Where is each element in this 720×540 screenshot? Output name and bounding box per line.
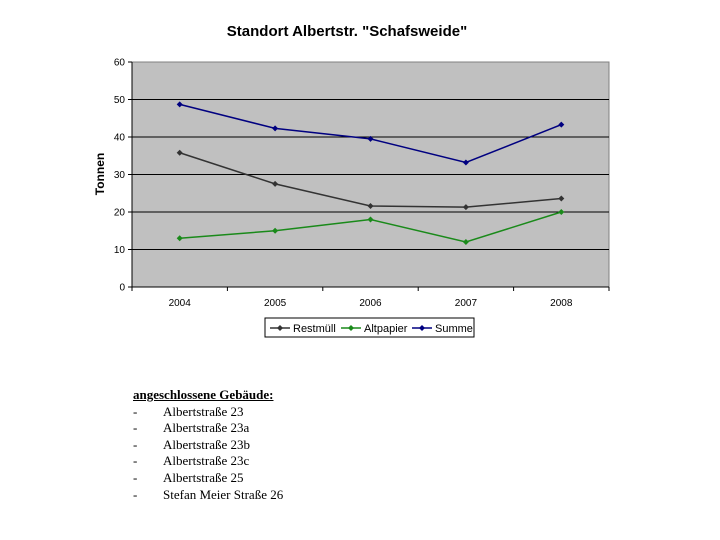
y-tick-label: 30 <box>113 170 125 181</box>
list-bullet: - <box>133 403 138 419</box>
buildings-heading: angeschlossene Gebäude: <box>133 387 274 402</box>
building-name: Albertstraße 23b <box>163 436 251 452</box>
building-item <box>133 453 283 470</box>
list-bullet: - <box>133 420 138 436</box>
building-name: Albertstraße 23a <box>163 420 250 436</box>
chart-title: Standort Albertstr. "Schafsweide" <box>226 23 468 40</box>
buildings-list <box>133 387 283 503</box>
building-item <box>133 404 283 421</box>
y-tick-label: 0 <box>119 282 125 294</box>
building-item <box>133 437 283 454</box>
y-axis-label: Tonnen <box>93 152 107 196</box>
list-bullet: - <box>133 436 138 452</box>
building-name: Albertstraße 25 <box>163 469 244 485</box>
y-tick-label: 20 <box>113 207 125 219</box>
x-tick-label: 2008 <box>550 298 573 309</box>
x-tick-label: 2006 <box>359 298 382 309</box>
building-name: Albertstraße 23c <box>163 453 250 469</box>
y-tick-labels <box>114 58 126 294</box>
legend-label: Restmüll <box>293 323 336 335</box>
y-tick-label: 50 <box>113 95 125 106</box>
building-item <box>133 420 283 437</box>
legend-label: Summe <box>435 323 473 335</box>
y-tick-label: 60 <box>113 57 125 69</box>
list-bullet: - <box>133 486 138 502</box>
building-name: Albertstraße 23 <box>163 403 244 419</box>
building-name: Stefan Meier Straße 26 <box>163 486 284 502</box>
list-bullet: - <box>133 453 138 469</box>
x-tick-label: 2007 <box>454 298 478 309</box>
legend <box>265 318 474 337</box>
y-tick-label: 10 <box>113 245 125 256</box>
x-tick-labels <box>169 298 573 309</box>
list-bullet: - <box>133 469 138 485</box>
legend-label: Altpapier <box>364 323 408 335</box>
building-item <box>133 487 283 504</box>
x-tick-label: 2004 <box>168 298 191 309</box>
building-item <box>133 470 283 487</box>
y-tick-label: 40 <box>113 132 125 144</box>
x-tick-label: 2005 <box>263 298 287 309</box>
